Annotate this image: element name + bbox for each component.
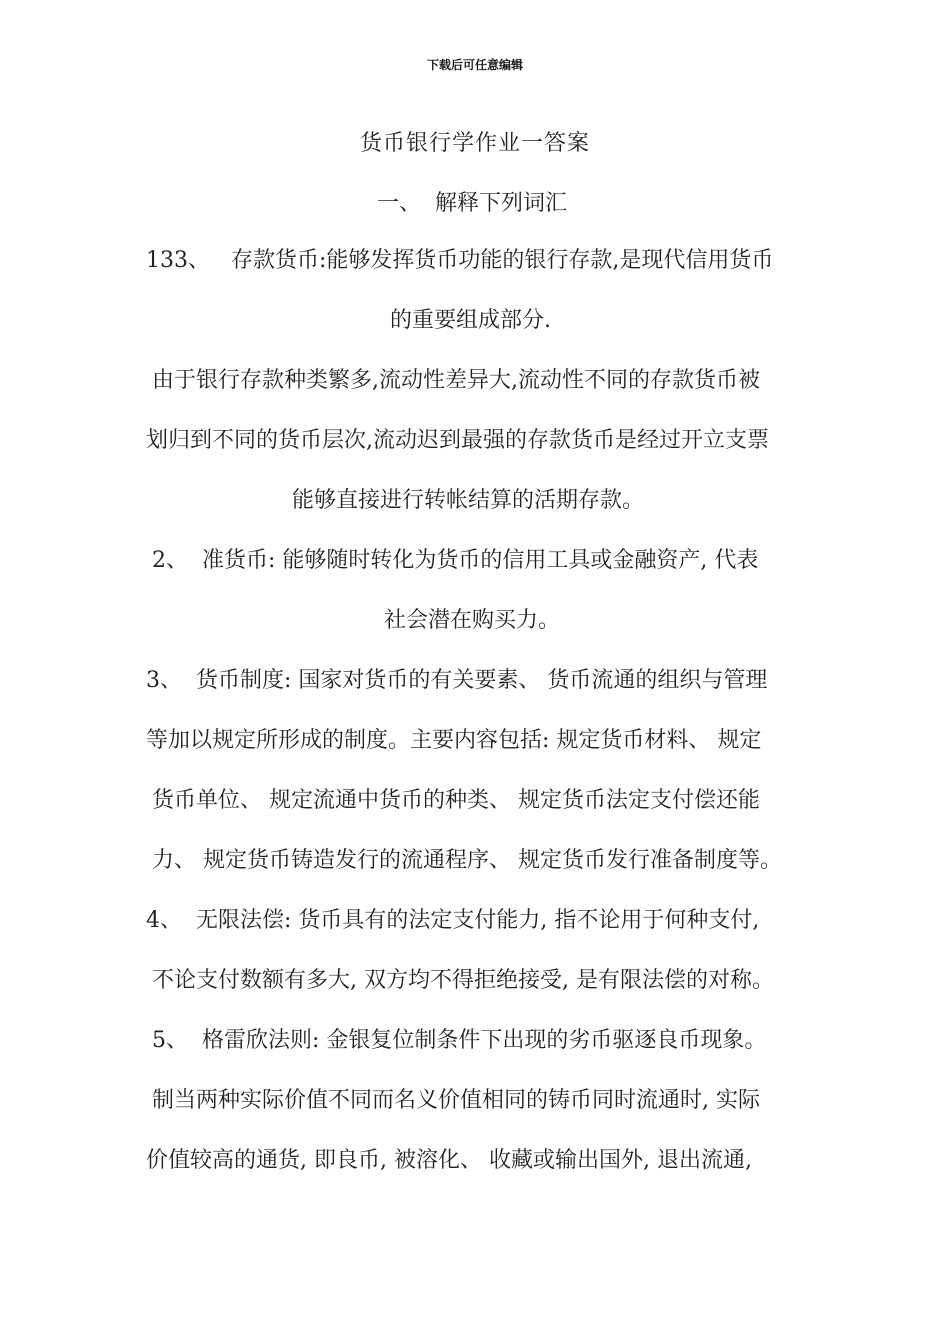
paragraph-line: 不论支付数额有多大, 双方均不得拒绝接受, 是有限法偿的对称。: [152, 968, 774, 993]
paragraph-line: 3、 货币制度: 国家对货币的有关要素、 货币流通的组织与管理: [146, 668, 768, 693]
paragraph-line: 2、 准货币: 能够随时转化为货币的信用工具或金融资产, 代表: [152, 548, 759, 573]
paragraph-line: 4、 无限法偿: 货币具有的法定支付能力, 指不论用于何种支付,: [146, 908, 760, 933]
paragraph-line: 的重要组成部分.: [390, 308, 551, 333]
paragraph-line: 能够直接进行转帐结算的活期存款。: [292, 488, 645, 513]
paragraph-line: 货币单位、 规定流通中货币的种类、 规定货币法定支付偿还能: [152, 788, 760, 813]
paragraph-line: 由于银行存款种类繁多,流动性差异大,流动性不同的存款货币被: [152, 368, 760, 393]
paragraph-line: 社会潜在购买力。: [384, 608, 561, 633]
paragraph-line: 5、 格雷欣法则: 金银复位制条件下出现的劣币驱逐良币现象。: [152, 1028, 767, 1053]
paragraph-line: 划归到不同的货币层次,流动迟到最强的存款货币是经过开立支票: [146, 428, 769, 453]
paragraph-line: 价值较高的通货, 即良币, 被溶化、 收藏或输出国外, 退出流通,: [146, 1148, 752, 1173]
paragraph-line: 力、 规定货币铸造发行的流通程序、 规定货币发行准备制度等。: [152, 848, 782, 873]
paragraph-line: 制当两种实际价值不同而名义价值相同的铸币同时流通时, 实际: [152, 1088, 760, 1113]
header-note: 下载后可任意编辑: [426, 58, 523, 72]
section-heading: 一、 解释下列词汇: [377, 191, 567, 216]
document-title: 货币银行学作业一答案: [359, 131, 590, 156]
paragraph-line: 等加以规定所形成的制度。主要内容包括: 规定货币材料、 规定: [146, 728, 762, 753]
paragraph-line: 133、 存款货币:能够发挥货币功能的银行存款,是现代信用货币: [146, 248, 774, 273]
